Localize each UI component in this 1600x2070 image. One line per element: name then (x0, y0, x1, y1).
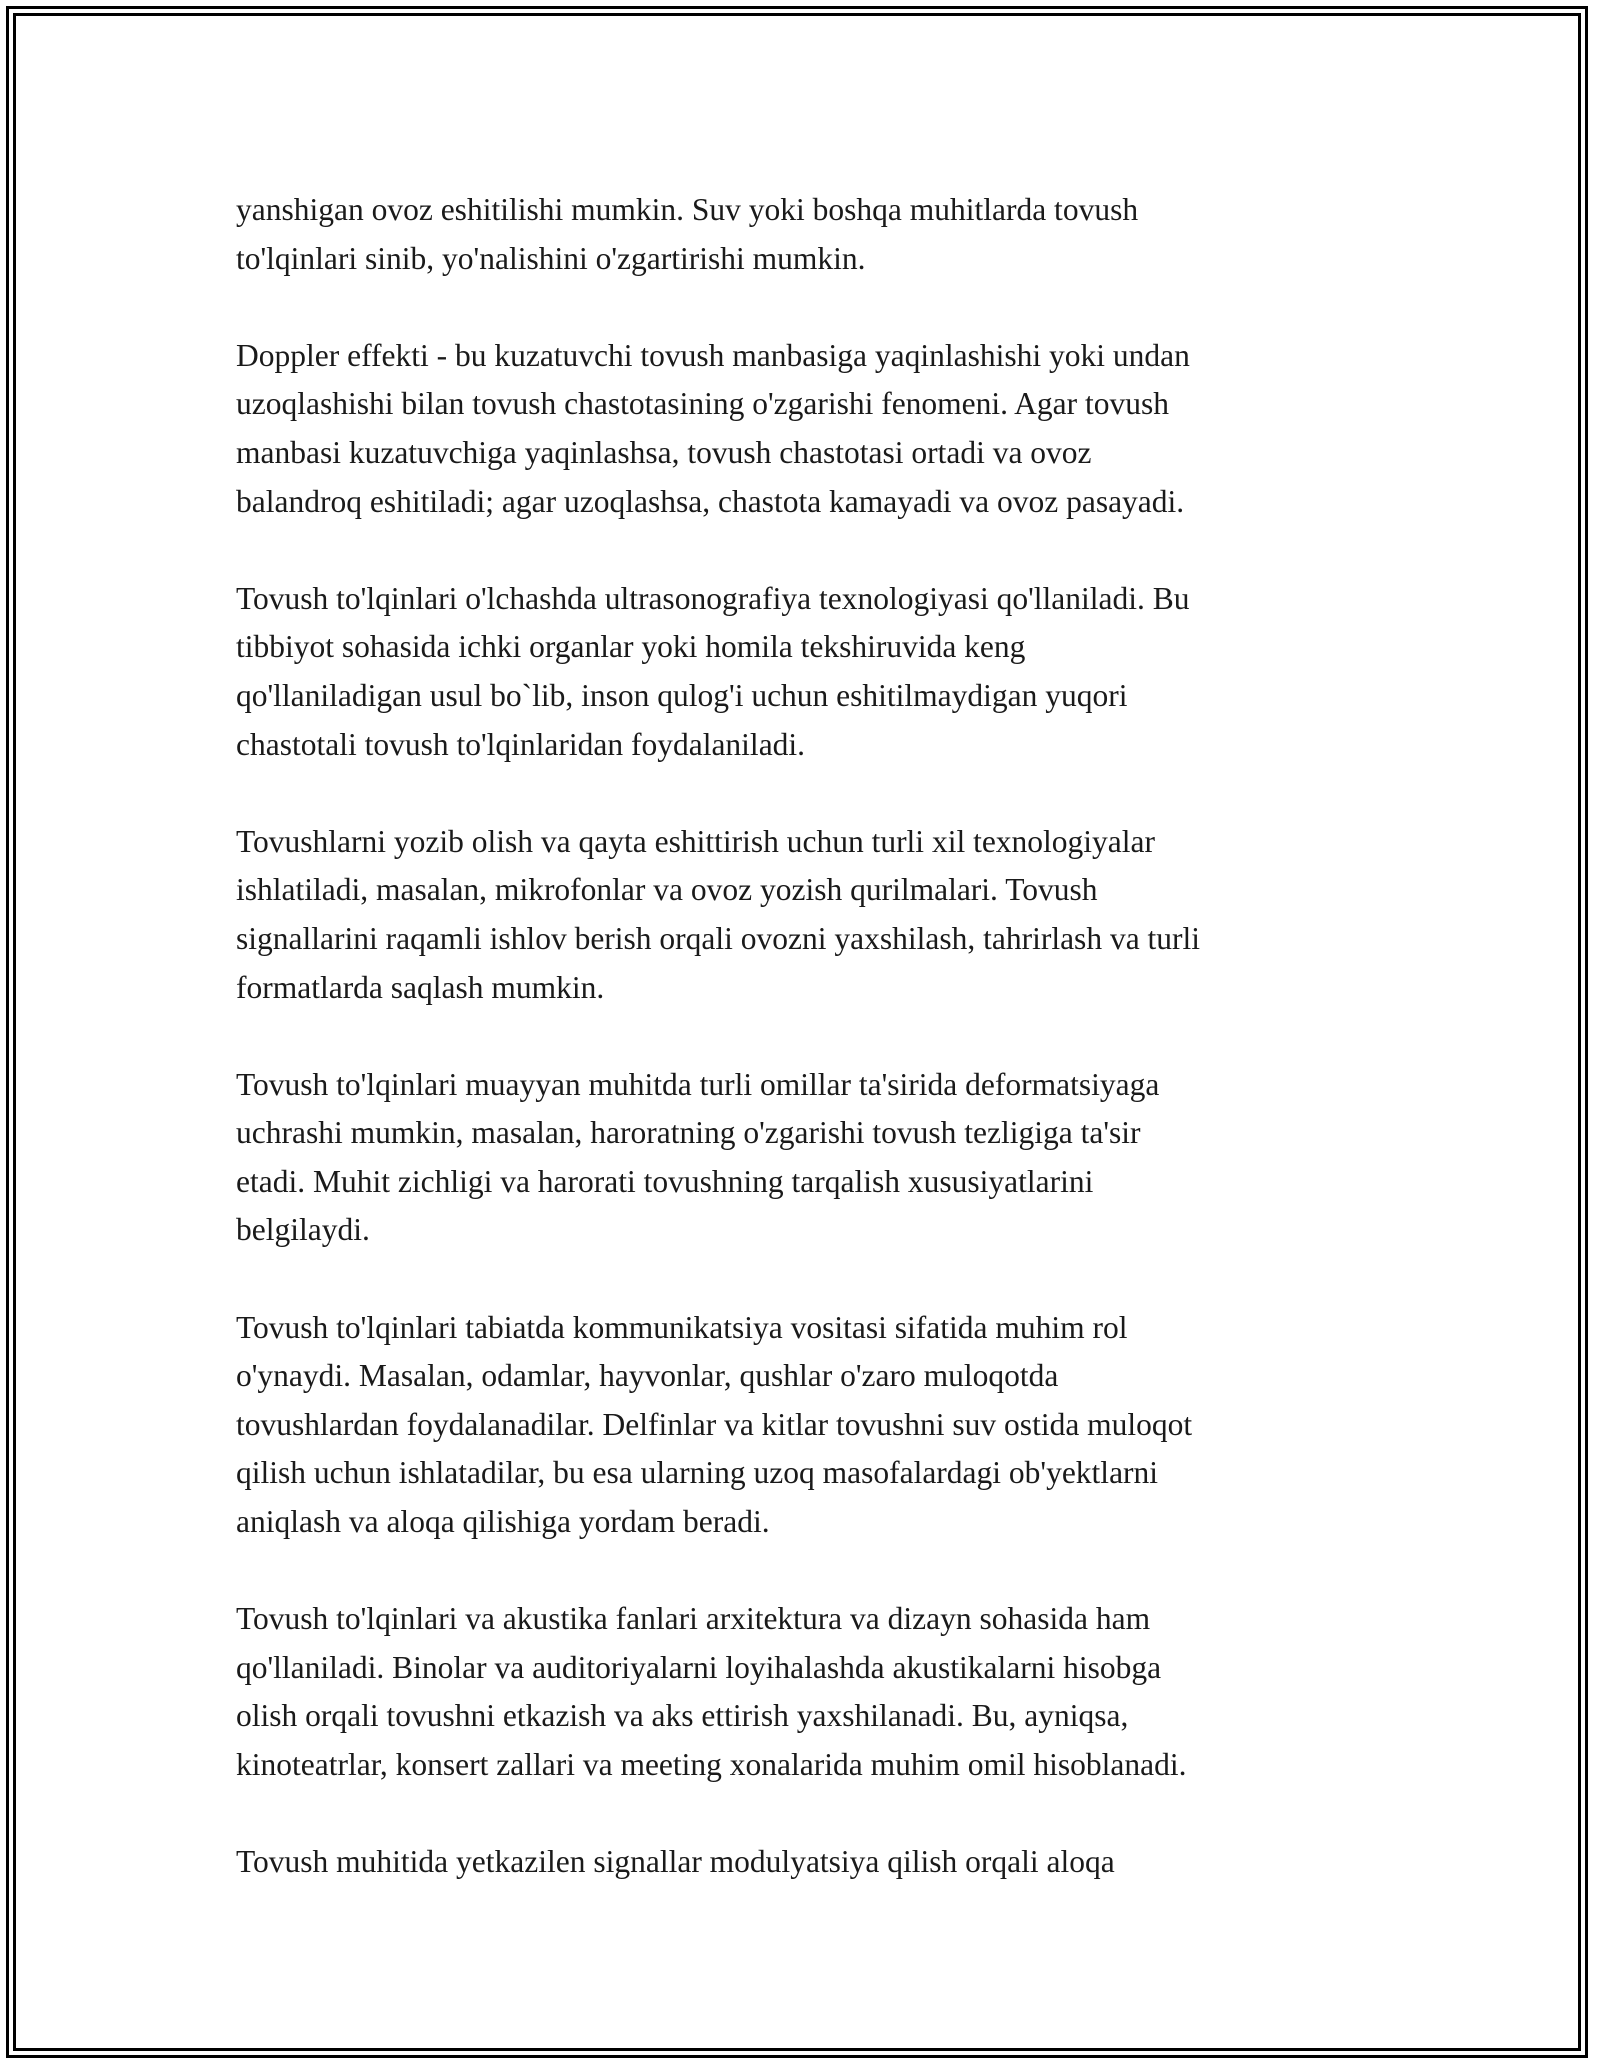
paragraph-4: Tovushlarni yozib olish va qayta eshittirish uchun turli xil texnologiyalar ishlatiladi, masalan, mikrofonlar va ovoz yozish qurilmalari. Tovush signallarini raqamli ishlov berish orqali ovozni yaxshilash, tahrirlash va turli formatlarda saqlash mumkin. (236, 823, 1201, 1005)
paragraph-8: Tovush muhitida yetkazilen signallar modulyatsiya qilish orqali aloqa (236, 1844, 1115, 1880)
paragraph-7: Tovush to'lqinlari va akustika fanlari arxitektura va dizayn sohasida ham qo'llaniladi. Binolar va auditoriyalarni loyihalashda akustikalarni hisobga olish orqali tovushni etkazish va aks ettirish yaxshilanadi. Bu, ayniqsa, kinoteatrlar, konsert zallari va meeting xonalarida muhim omil hisoblanadi. (236, 1601, 1187, 1782)
paragraph-2: Doppler effekti - bu kuzatuvchi tovush manbasiga yaqinlashishi yoki undan uzoqlashishi bilan tovush chastotasining o'zgarishi fenomeni. Agar tovush manbasi kuzatuvchiga yaqinlashsa, tovush chastotasi ortadi va ovoz balandroq eshitiladi; agar uzoqlashsa, chastota kamayadi va ovoz pasayadi. (236, 337, 1190, 519)
paragraph-6: Tovush to'lqinlari tabiatda kommunikatsiya vositasi sifatida muhim rol o'ynaydi. Masalan, odamlar, hayvonlar, qushlar o'zaro muloqotda tovushlardan foydalanadilar. Delfinlar va kitlar tovushni suv ostida muloqot qilish uchun ishlatadilar, bu esa ularning uzoq masofalardagi ob'yektlarni aniqlash va aloqa qilishiga yordam beradi. (236, 1309, 1193, 1540)
paragraph-5: Tovush to'lqinlari muayyan muhitda turli omillar ta'sirida deformatsiyaga uchrashi mumkin, masalan, haroratning o'zgarishi tovush tezligiga ta'sir etadi. Muhit zichligi va harorati tovushning tarqalish xususiyatlarini belgilaydi. (236, 1066, 1160, 1248)
paragraph-3: Tovush to'lqinlari o'lchashda ultrasonografiya texnologiyasi qo'llaniladi. Bu tibbiyot sohasida ichki organlar yoki homila tekshiruvida keng qo'llaniladigan usul bo`lib, inson qulog'i uchun eshitilmaydigan yuqori chastotali tovush to'lqinlaridan foydalaniladi. (236, 580, 1190, 762)
document-body (236, 186, 1366, 1887)
paragraph-1: yanshigan ovoz eshitilishi mumkin. Suv yoki boshqa muhitlarda tovush to'lqinlari sinib, yo'nalishini o'zgartirishi mumkin. (236, 192, 1139, 276)
